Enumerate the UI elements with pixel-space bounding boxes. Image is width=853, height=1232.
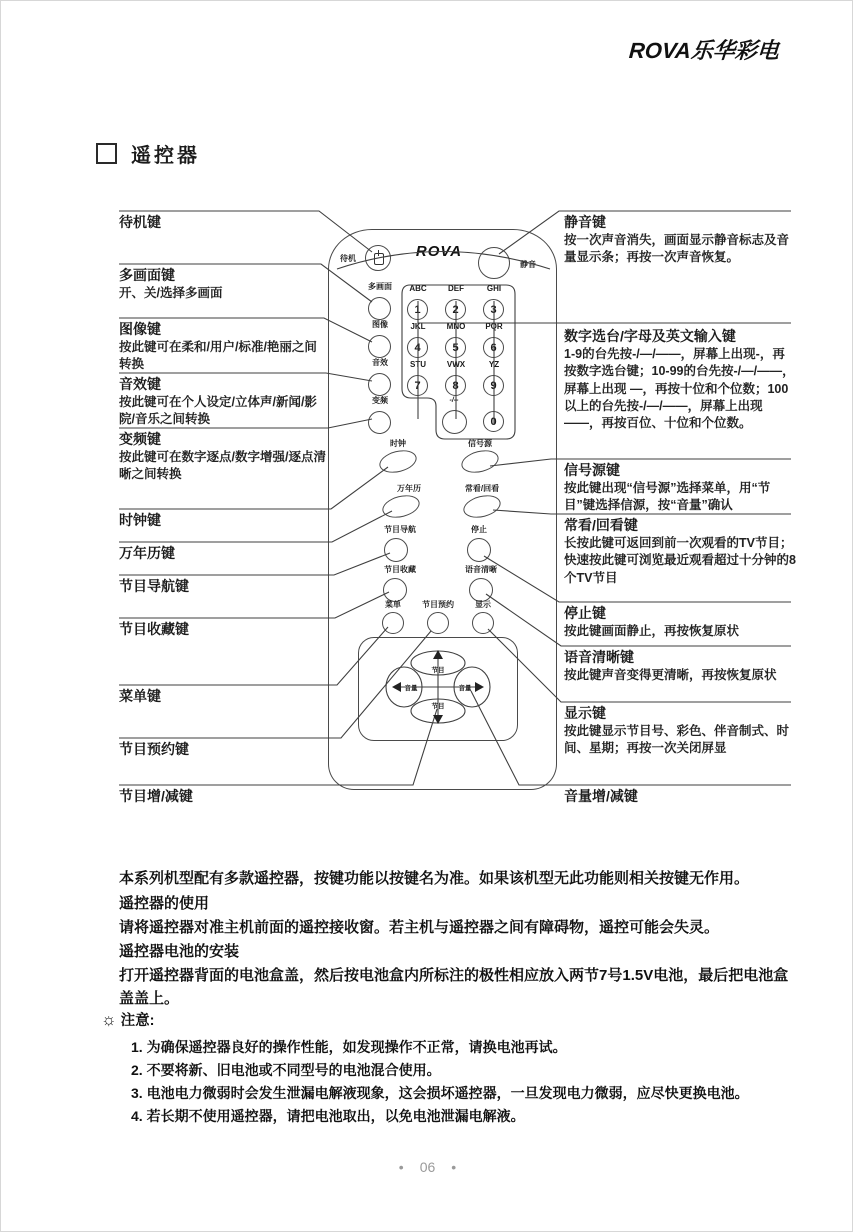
callout-title: 音效键 [119,376,161,392]
callout-volume-updown [564,788,796,804]
callout-desc: 按此键可在柔和/用户/标准/艳丽之间转换 [119,340,317,372]
notes-title: 注意: [120,1013,155,1029]
callout-standby [119,214,329,230]
digit-0-button: 0 [483,411,504,432]
callout-program-nav [119,578,329,594]
note-item-1: 1. 为确保遥控器良好的操作性能，如发现操作不正常，请换电池再试。 [131,1039,567,1055]
frequency-button [368,411,391,434]
keypad-letters: MNO [446,322,466,331]
callout-title: 显示键 [564,705,606,721]
callout-picture [119,321,329,374]
digit-3-button: 3 [483,299,504,320]
callout-mute [564,214,796,267]
display-button-label: 显示 [475,600,491,609]
callout-title: 静音键 [564,214,606,230]
stop-button [467,538,491,562]
power-button-label: 待机 [340,254,356,263]
callout-recall [564,517,796,587]
callout-program-favorite [119,621,329,637]
callout-calendar [119,545,329,561]
program-timer-button-label: 节目预约 [422,600,454,609]
page-number-row [1,1159,853,1175]
notes-title-row [101,1009,154,1030]
callout-menu [119,688,329,704]
dpad-right-label: 音量 [458,685,472,692]
callout-title: 节目导航键 [119,578,189,594]
callout-title: 待机键 [119,214,161,230]
recall-button-label: 常看/回看 [464,484,500,493]
section-title-row [96,139,200,168]
digit-4-button: 4 [407,337,428,358]
callout-desc: 按此键可在数字逐点/数字增强/逐点清晰之间转换 [119,450,326,482]
note-item-3: 3. 电池电力微弱时会发生泄漏电解液现象，这会损坏遥控器，一旦发现电力微弱，应尽快更换电池。 [131,1085,749,1101]
digit-2-button: 2 [445,299,466,320]
callout-clock [119,512,329,528]
calendar-button-label: 万年历 [397,484,421,493]
callout-desc: 按此键显示节目号、彩色、伴音制式、时间、星期；再按一次关闭屏显 [564,724,790,756]
digit-8-button: 8 [445,375,466,396]
battery-heading: 遥控器电池的安装 [119,943,240,960]
callout-voice-clarity [564,649,796,684]
brand-logo: ROVA乐华彩电 [628,38,780,63]
callout-title: 语音清晰键 [564,649,634,665]
callout-title: 时钟键 [119,512,161,528]
sound-effect-button [368,373,391,396]
callout-desc: 1-9的台先按-/—/——，屏幕上出现-，再按数字选台键；10-99的台先按-/—/——，屏幕上出现 —，再按十位和个位数；100以上的台先按-/—/——，屏幕上出现——，再按百位、十位和个位数。 [564,347,795,431]
callout-title: 音量增/减键 [564,788,638,804]
note-item-2: 2. 不要将新、旧电池或不同型号的电池混合使用。 [131,1062,441,1078]
callout-stop [564,605,796,640]
keypad-letters: YZ [488,360,500,369]
callout-title: 菜单键 [119,688,161,704]
page-number-dot: • [451,1159,457,1175]
callout-sound-effect [119,376,329,429]
page-number: 06 [419,1159,436,1175]
program-timer-button [427,612,449,634]
frequency-button-label: 变频 [372,396,388,405]
battery-paragraph: 打开遥控器背面的电池盒盖，然后按电池盒内所标注的极性相应放入两节7号1.5V电池，最后把电池盒盖盖上。 [119,967,789,1007]
sound-effect-button-label: 音效 [372,358,388,367]
callout-display [564,705,796,758]
clock-button-label: 时钟 [390,439,406,448]
keypad-letters: DEF [448,284,464,293]
intro-paragraph: 本系列机型配有多款遥控器，按键功能以按键名为准。如果该机型无此功能则相关按键无作用。 [119,870,750,887]
signal-source-button-label: 信号源 [468,439,492,448]
dpad-down-label: 节目 [431,703,445,710]
digit-6-button: 6 [483,337,504,358]
callout-desc: 长按此键可返回到前一次观看的TV节目；快速按此键可浏览最近观看超过十分钟的8个TV节目 [564,536,796,585]
program-favorite-button-label: 节目收藏 [384,565,416,574]
display-button [472,612,494,634]
section-square-icon [96,143,117,164]
sun-attention-icon: ☼ [101,1009,117,1029]
callout-title: 节目增/减键 [119,788,193,804]
callout-multi-picture [119,267,329,302]
usage-heading: 遥控器的使用 [119,895,210,912]
digit-7-button: 7 [407,375,428,396]
voice-clarity-button-label: 语音清晰 [465,565,497,574]
callout-title: 多画面键 [119,267,175,283]
callout-desc: 按此键画面静止，再按恢复原状 [564,624,740,639]
mute-button-label: 静音 [520,260,536,269]
dash-key-label: -/-- [449,397,459,404]
multi-picture-button [368,297,391,320]
digit-5-button: 5 [445,337,466,358]
keypad-letters: PQR [485,322,503,331]
callout-title: 节目收藏键 [119,621,189,637]
program-nav-button-label: 节目导航 [384,525,416,534]
callout-desc: 按此键可在个人设定/立体声/新闻/影院/音乐之间转换 [119,395,317,427]
callout-desc: 按一次声音消失，画面显示静音标志及音量显示条；再按一次声音恢复。 [564,233,790,265]
callout-title: 常看/回看键 [564,517,638,533]
picture-button [368,335,391,358]
callout-title: 数字选台/字母及英文输入键 [564,328,736,344]
callout-title: 万年历键 [119,545,175,561]
menu-button [382,612,404,634]
digit-1-button: 1 [407,299,428,320]
dash-key-button [442,410,467,434]
remote-brand-text: ROVA [415,243,463,260]
program-nav-button [384,538,408,562]
callout-title: 停止键 [564,605,606,621]
callout-program-updown [119,788,329,804]
page-title: 遥控器 [131,145,200,167]
digit-9-button: 9 [483,375,504,396]
multi-picture-button-label: 多画面 [368,282,392,291]
callout-program-timer [119,741,329,757]
callout-signal-source [564,462,796,515]
dpad-left-label: 音量 [404,685,418,692]
dpad-panel [358,637,518,741]
callout-digit-input [564,328,796,432]
callout-title: 节目预约键 [119,741,189,757]
power-icon [374,253,384,265]
note-item-4: 4. 若长期不使用遥控器，请把电池取出，以免电池泄漏电解液。 [131,1108,525,1124]
callout-title: 图像键 [119,321,161,337]
dpad-up-label: 节目 [431,667,445,674]
callout-title: 变频键 [119,431,161,447]
callout-desc: 开、关/选择多画面 [119,286,223,301]
page-number-dot: • [398,1159,404,1175]
power-button [365,245,391,271]
keypad-letters: VWX [446,360,466,369]
keypad-letters: JKL [410,322,426,331]
stop-button-label: 停止 [471,525,487,534]
mute-button [478,247,510,279]
menu-button-label: 菜单 [385,600,401,609]
keypad-letters: GHI [486,284,502,293]
callout-desc: 按此键出现“信号源”选择菜单，用“节目”键选择信源，按“音量”确认 [564,481,771,513]
callout-title: 信号源键 [564,462,620,478]
callout-frequency [119,431,329,484]
callout-desc: 按此键声音变得更清晰，再按恢复原状 [564,668,777,683]
usage-paragraph: 请将遥控器对准主机前面的遥控接收窗。若主机与遥控器之间有障碍物，遥控可能会失灵。 [119,919,720,936]
keypad-letters: ABC [409,284,427,293]
keypad-letters: STU [410,360,426,369]
picture-button-label: 图像 [372,320,388,329]
